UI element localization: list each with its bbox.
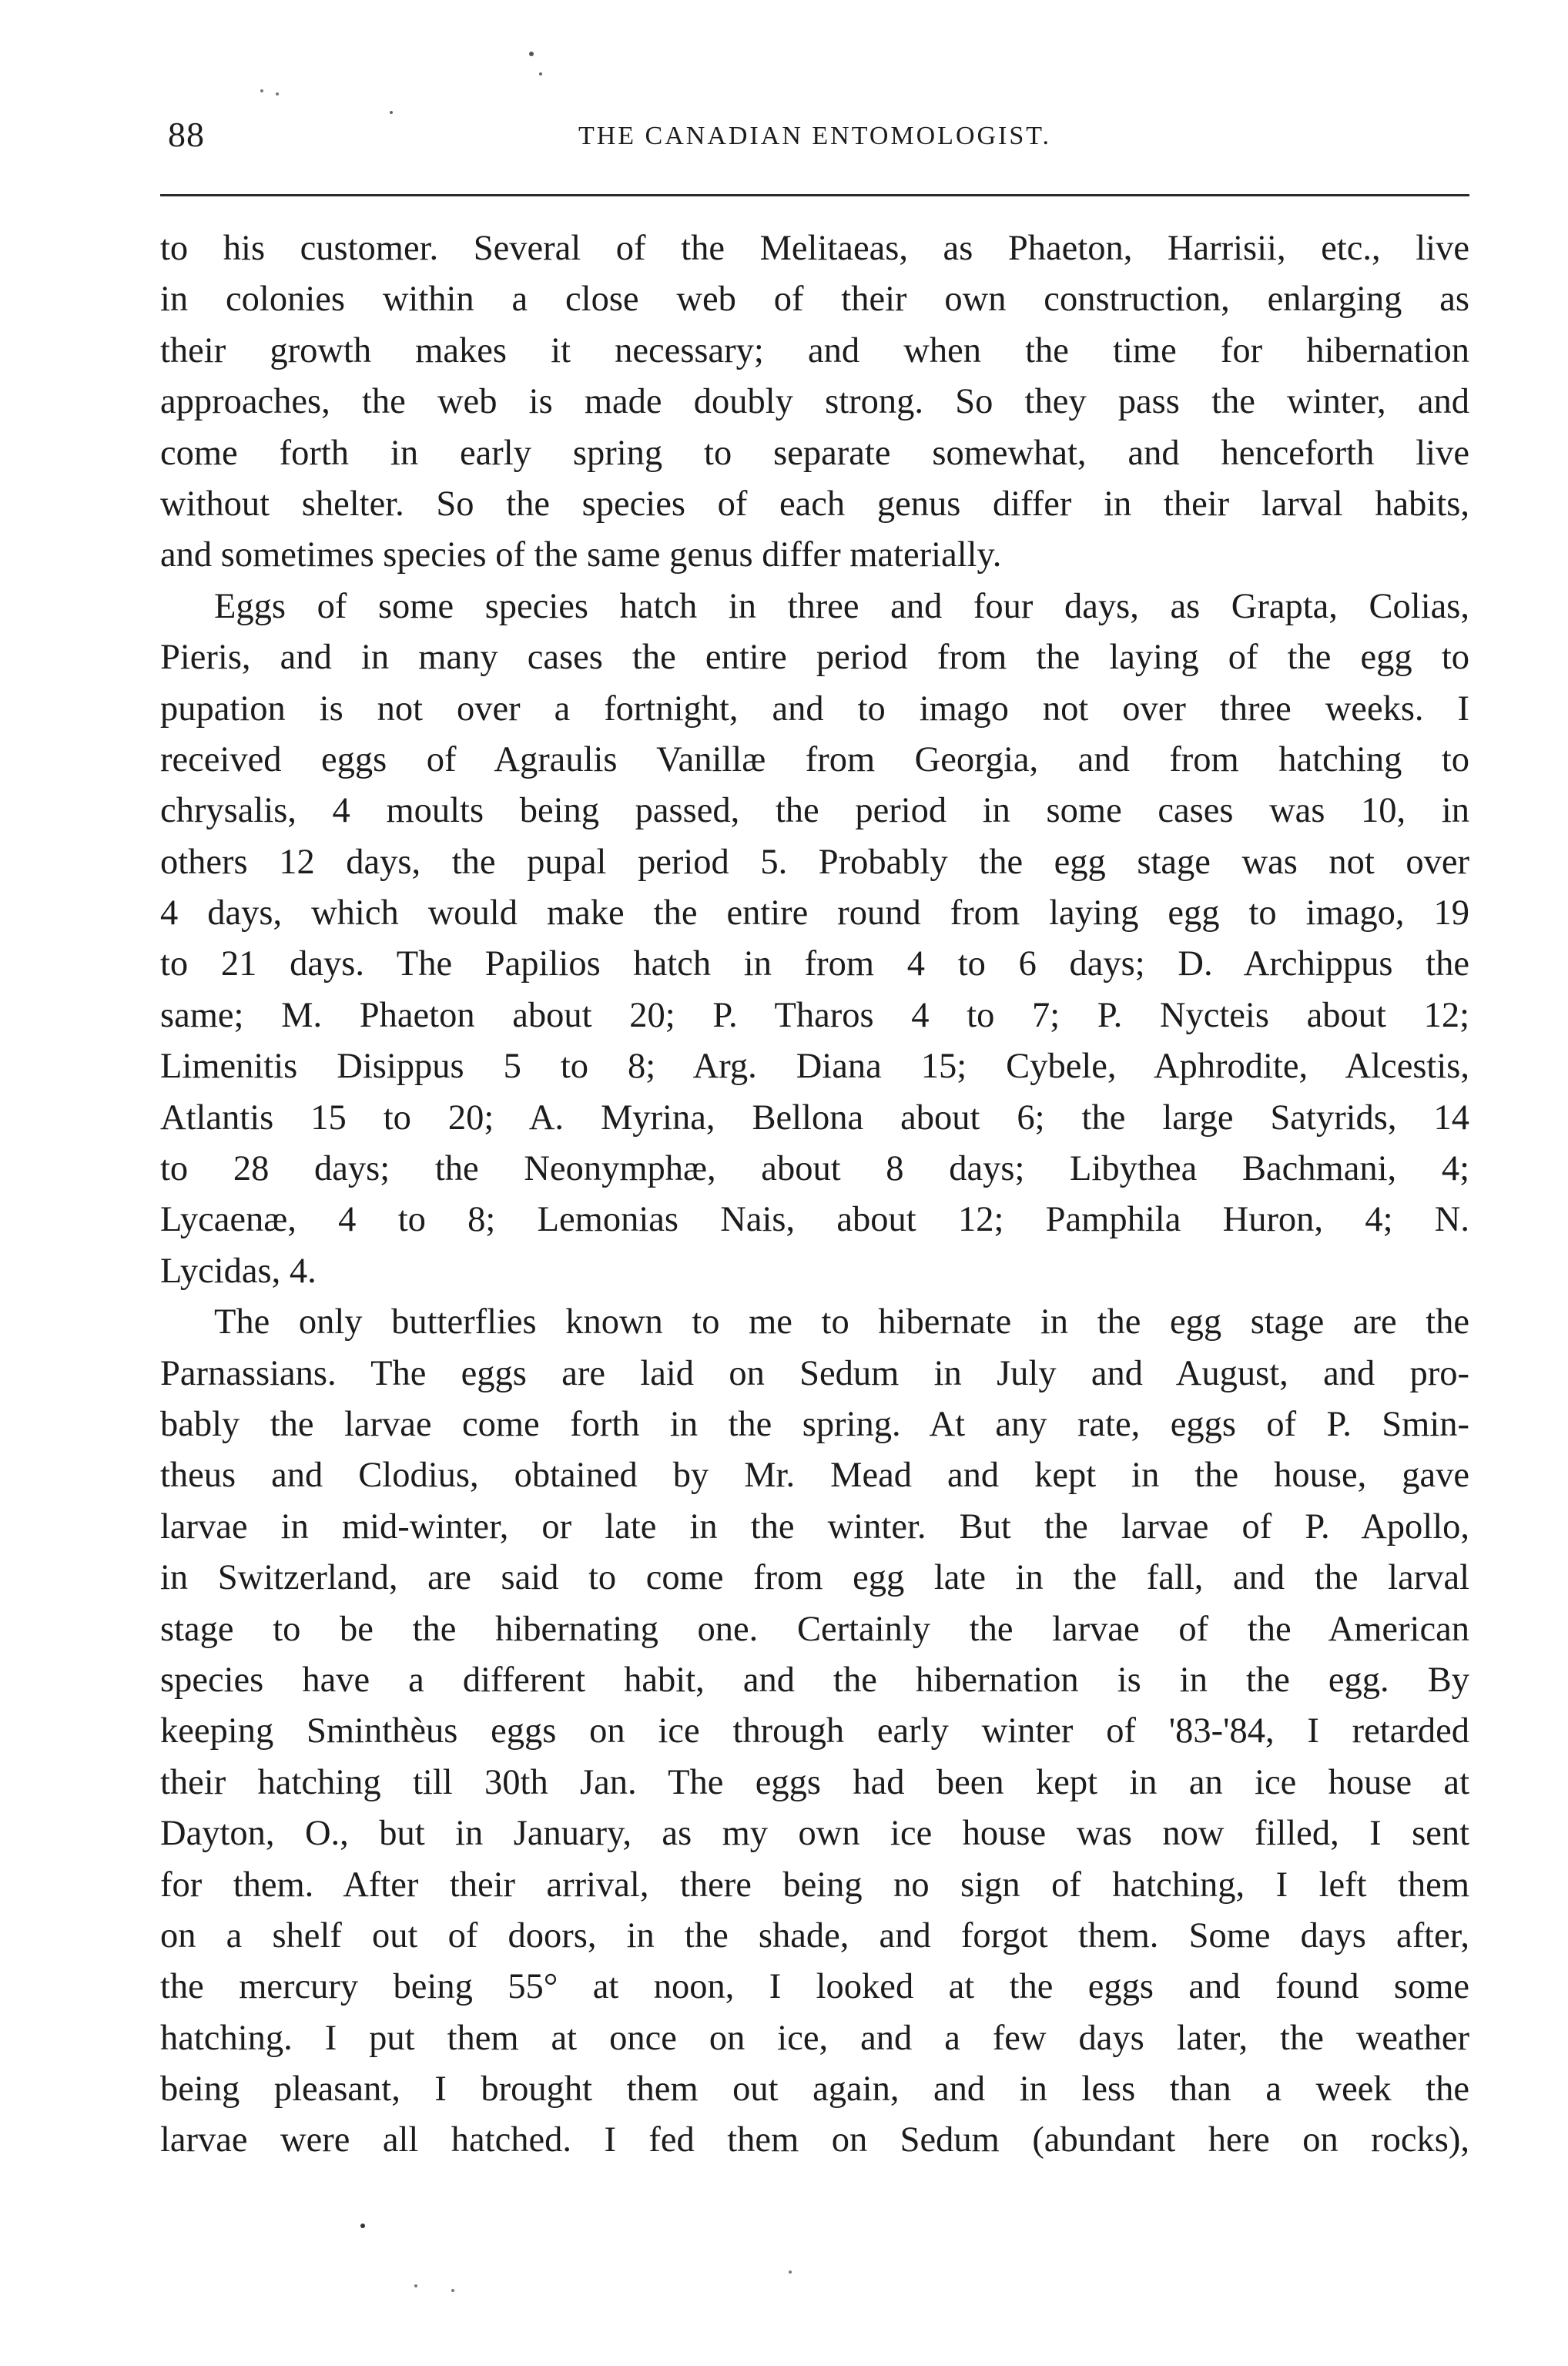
text-line: in colonies within a close web of their own construction, enlarging as <box>160 280 1469 320</box>
text-line: species have a different habit, and the hibernation is in the egg. By <box>160 1660 1469 1700</box>
text-line: Parnassians. The eggs are laid on Sedum in July and August, and pro- <box>160 1353 1469 1393</box>
text-line: keeping Sminthèus eggs on ice through early winter of '83-'84, I retarded <box>160 1711 1469 1751</box>
page-number: 88 <box>168 115 205 154</box>
text-line: others 12 days, the pupal period 5. Probably the egg stage was not over <box>160 842 1469 882</box>
text-line: received eggs of Agraulis Vanillæ from Georgia, and from hatching to <box>160 739 1469 779</box>
running-title: THE CANADIAN ENTOMOLOGIST. <box>578 122 1052 150</box>
text-line: being pleasant, I brought them out again, and in less than a week the <box>160 2069 1469 2110</box>
text-line: their hatching till 30th Jan. The eggs had been kept in an ice house at <box>160 1762 1469 1802</box>
text-line: and sometimes species of the same genus differ materially. <box>160 535 1002 575</box>
text-line: approaches, the web is made doubly strong. So they pass the winter, and <box>160 382 1469 422</box>
text-line: Limenitis Disippus 5 to 8; Arg. Diana 15; Cybele, Aphrodite, Alcestis, <box>160 1047 1469 1087</box>
text-line: stage to be the hibernating one. Certainly the larvae of the American <box>160 1609 1469 1649</box>
text-line: without shelter. So the species of each genus differ in their larval habits, <box>160 484 1469 524</box>
text-line: The only butterflies known to me to hibernate in the egg stage are the <box>214 1302 1469 1342</box>
text-line: for them. After their arrival, there being no sign of hatching, I left them <box>160 1865 1469 1905</box>
text-line: hatching. I put them at once on ice, and a few days later, the weather <box>160 2018 1469 2058</box>
text-line: come forth in early spring to separate somewhat, and henceforth live <box>160 433 1469 473</box>
text-line: their growth makes it necessary; and when the time for hibernation <box>160 330 1469 370</box>
text-line: larvae were all hatched. I fed them on Sedum (abundant here on rocks), <box>160 2120 1469 2160</box>
text-line: Pieris, and in many cases the entire period from the laying of the egg to <box>160 638 1469 678</box>
text-line: to 28 days; the Neonymphæ, about 8 days; Libythea Bachmani, 4; <box>160 1149 1469 1189</box>
text-line: Eggs of some species hatch in three and four days, as Grapta, Colias, <box>214 586 1469 626</box>
text-line: Lycaenæ, 4 to 8; Lemonias Nais, about 12; Pamphila Huron, 4; N. <box>160 1200 1469 1240</box>
text-line: the mercury being 55° at noon, I looked at the eggs and found some <box>160 1967 1469 2007</box>
text-line: to his customer. Several of the Melitaeas, as Phaeton, Harrisii, etc., live <box>160 229 1469 268</box>
text-line: theus and Clodius, obtained by Mr. Mead and kept in the house, gave <box>160 1456 1469 1496</box>
text-line: Atlantis 15 to 20; A. Myrina, Bellona about 6; the large Satyrids, 14 <box>160 1098 1469 1138</box>
text-line: pupation is not over a fortnight, and to imago not over three weeks. I <box>160 689 1469 729</box>
text-line: to 21 days. The Papilios hatch in from 4 to 6 days; D. Archippus the <box>160 944 1469 984</box>
text-line: chrysalis, 4 moults being passed, the period in some cases was 10, in <box>160 791 1469 831</box>
text-line: Lycidas, 4. <box>160 1251 317 1291</box>
text-line: Dayton, O., but in January, as my own ice house was now filled, I sent <box>160 1814 1469 1854</box>
text-line: on a shelf out of doors, in the shade, and forgot them. Some days after, <box>160 1915 1469 1955</box>
text-line: larvae in mid-winter, or late in the winter. But the larvae of P. Apollo, <box>160 1506 1469 1547</box>
text-line: bably the larvae come forth in the spring. At any rate, eggs of P. Smin- <box>160 1404 1469 1444</box>
text-line: same; M. Phaeton about 20; P. Tharos 4 to 7; P. Nycteis about 12; <box>160 995 1469 1035</box>
text-line: 4 days, which would make the entire round from laying egg to imago, 19 <box>160 893 1469 933</box>
text-line: in Switzerland, are said to come from egg late in the fall, and the larval <box>160 1558 1469 1598</box>
